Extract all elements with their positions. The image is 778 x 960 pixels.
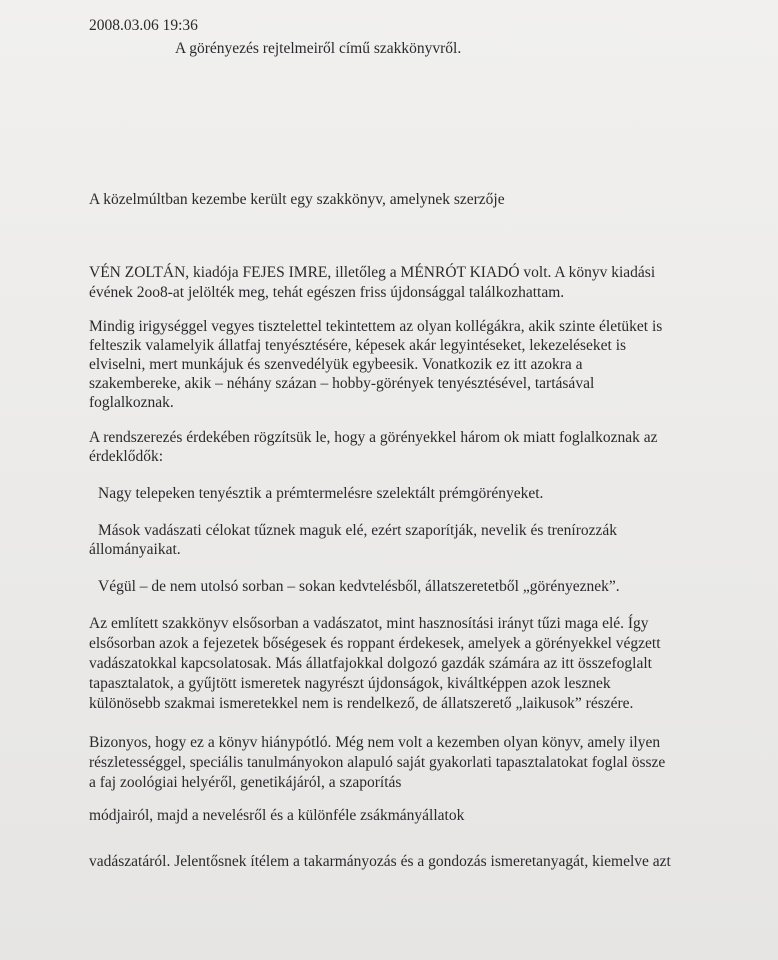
paragraph-3-line-2: felteszik valamelyik állatfaj tenyésztésére, képesek akár legyintéseket, lekezeléseket is: [89, 337, 627, 354]
paragraph-3-line-3: elviselni, mert munkájuk és szenvedélyük egybeesik. Vonatkozik ez itt azokra a: [89, 356, 583, 373]
paragraph-8-line-5: különösebb szakmai ismeretekkel nem is rendelkező, de állatszerető „laikusok” részére.: [89, 695, 634, 712]
paragraph-4-line-1: A rendszerezés érdekében rögzítsük le, hogy a görényekkel három ok miatt foglalkoznak az: [89, 429, 658, 446]
paragraph-9-line-1: Bizonyos, hogy ez a könyv hiánypótló. Még nem volt a kezemben olyan könyv, amely ilyen: [89, 734, 661, 751]
paragraph-10-line-1: módjairól, majd a nevelésről és a különféle zsákmányállatok: [89, 807, 465, 824]
paragraph-8-line-1: Az említett szakkönyv elsősorban a vadászatot, mint hasznosítási irányt tűzi maga elé. Így: [89, 615, 649, 632]
paragraph-6-line-1: Mások vadászati célokat tűznek maguk elé, ezért szaporítják, nevelik és trenírozzák: [98, 522, 618, 539]
paragraph-8-line-2: elsősorban azok a fejezetek bőségesek és roppant érdekesek, amelyek a görényekkel végzett: [89, 635, 661, 652]
paragraph-3-line-1: Mindig irigységgel vegyes tisztelettel tekintettem az olyan kollégákra, akik szinte életüket is: [89, 318, 663, 335]
paragraph-8-line-3: vadászatokkal kapcsolatosak. Más állatfajokkal dolgozó gazdák számára az itt összefoglalt: [89, 655, 652, 672]
paragraph-7-line-1: Végül – de nem utolsó sorban – sokan kedvtelésből, állatszeretetből „görényeznek”.: [98, 578, 620, 595]
paragraph-9-line-2: részletességgel, speciális tanulmányokon alapuló saját gyakorlati tapasztalatokat foglal össze: [89, 754, 666, 771]
paragraph-3-line-5: foglalkoznak.: [89, 394, 174, 411]
paragraph-5-line-1: Nagy telepeken tenyésztik a prémtermelésre szelektált prémgörényeket.: [98, 485, 544, 502]
paragraph-8-line-4: tapasztalatok, a gyűjtött ismeretek nagyrészt újdonságok, kiváltképpen azok lesznek: [89, 675, 611, 692]
paragraph-11-line-1: vadászatáról. Jelentősnek ítélem a takarmányozás és a gondozás ismeretanyagát, kiemelve azt: [89, 853, 671, 870]
paragraph-1-line-1: A közelmúltban kezembe került egy szakkönyv, amelynek szerzője: [89, 191, 505, 208]
document-datetime: 2008.03.06 19:36: [89, 17, 198, 34]
paragraph-3-line-4: szakembereke, akik – néhány százan – hobby-görények tenyésztésével, tartásával: [89, 375, 595, 392]
document-title: A görényezés rejtelmeiről című szakkönyvről.: [175, 40, 462, 57]
paragraph-9-line-3: a faj zoológiai helyéről, genetikájáról, a szaporítás: [89, 774, 402, 791]
paragraph-4-line-2: érdeklődők:: [89, 448, 164, 465]
paragraph-6-line-2: állományaikat.: [89, 541, 181, 558]
paragraph-2-line-2: évének 2oo8-at jelölték meg, tehát egészen friss újdonsággal találkozhattam.: [89, 284, 565, 301]
paragraph-2-line-1: VÉN ZOLTÁN, kiadója FEJES IMRE, illetőleg a MÉNRÓT KIADÓ volt. A könyv kiadási: [89, 264, 656, 281]
